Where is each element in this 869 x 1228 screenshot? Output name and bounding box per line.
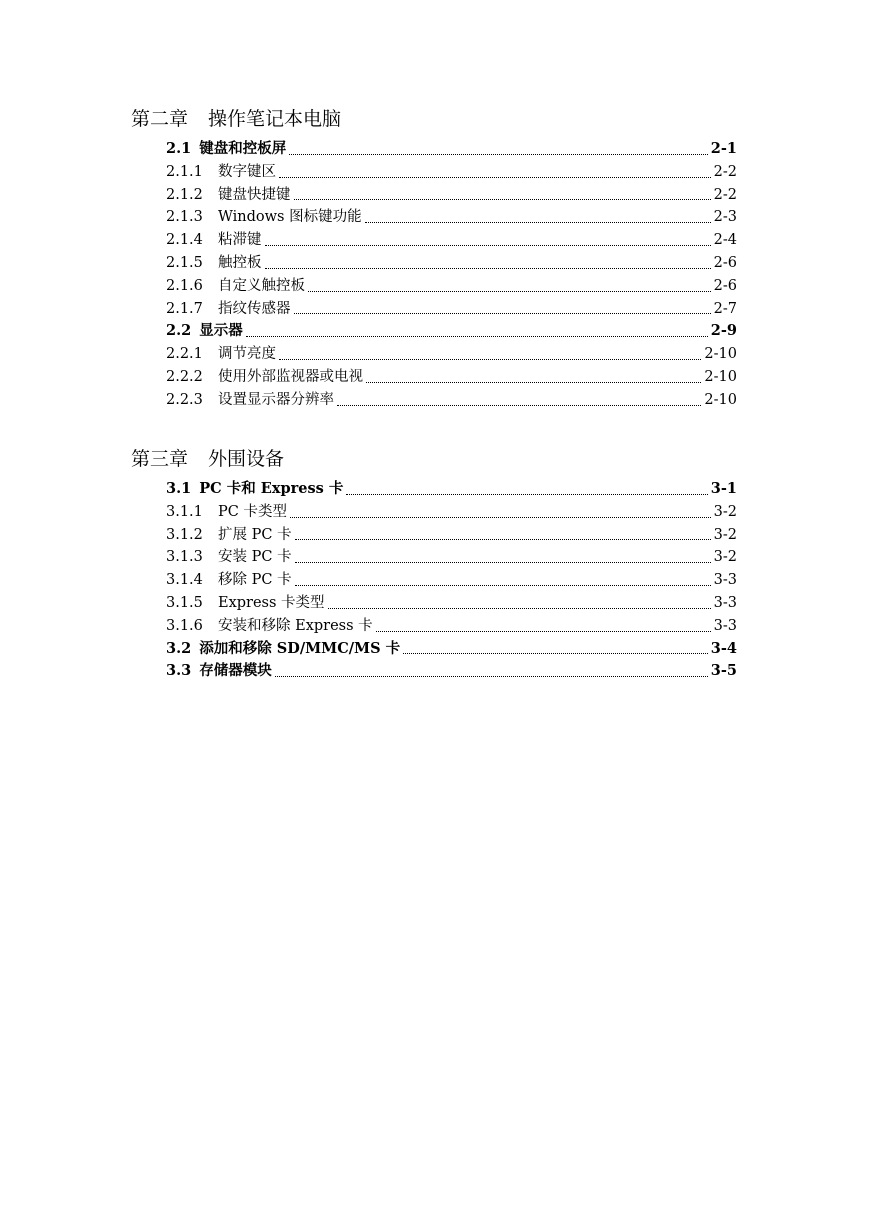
toc-leader — [295, 585, 711, 586]
toc-leader — [366, 382, 701, 383]
toc-leader — [295, 539, 711, 540]
toc-page: 2-1 — [710, 140, 737, 157]
toc-entry[interactable] — [166, 161, 737, 184]
toc-page: 3-3 — [713, 572, 737, 589]
toc-label: 粘滞键 — [218, 232, 262, 249]
chapter-3-title — [131, 444, 737, 474]
toc-list — [166, 138, 737, 412]
toc-label: 移除 PC 卡 — [218, 572, 292, 589]
toc-leader — [328, 608, 711, 609]
toc-number: 2.2 — [166, 322, 192, 340]
toc-number: 2.1.7 — [166, 300, 203, 317]
toc-page: 2-10 — [704, 368, 737, 385]
toc-entry[interactable] — [166, 343, 737, 366]
toc-entry[interactable] — [166, 138, 737, 161]
toc-leader — [279, 177, 711, 178]
toc-label: 扩展 PC 卡 — [218, 526, 292, 543]
toc-entry[interactable] — [166, 184, 737, 207]
toc-number: 3.1.1 — [166, 503, 203, 520]
chapter-name: 操作笔记本电脑 — [208, 108, 342, 130]
toc-entry[interactable] — [166, 366, 737, 389]
toc-list — [166, 478, 737, 683]
toc-label: Express 卡类型 — [218, 594, 325, 611]
toc-number: 2.2.3 — [166, 391, 203, 408]
toc-entry[interactable] — [166, 229, 737, 252]
toc-number: 2.1.2 — [166, 186, 203, 203]
toc-page: 3-1 — [710, 480, 737, 497]
toc-label: Windows 图标键功能 — [218, 209, 362, 226]
toc-label: 自定义触控板 — [218, 277, 305, 294]
toc-number: 3.1.5 — [166, 594, 203, 611]
toc-page: 3-4 — [710, 639, 737, 657]
toc-label: 安装和移除 Express 卡 — [218, 617, 373, 634]
toc-number: 3.1.6 — [166, 617, 203, 634]
toc-label: 添加和移除 SD/MMC/MS 卡 — [199, 639, 401, 657]
toc-label: 安装 PC 卡 — [218, 549, 292, 566]
toc-label: 触控板 — [218, 254, 262, 271]
toc-number: 3.1.2 — [166, 526, 203, 543]
toc-page: 2-2 — [713, 186, 737, 203]
toc-entry[interactable] — [166, 320, 737, 343]
chapter-label: 第三章 — [131, 448, 189, 470]
toc-number: 3.1 — [166, 480, 192, 497]
toc-number: 3.1.4 — [166, 572, 203, 589]
toc-page: 2-3 — [713, 209, 737, 226]
toc-number: 2.1.1 — [166, 163, 203, 180]
toc-entry[interactable] — [166, 389, 737, 412]
chapter-label: 第二章 — [131, 108, 189, 130]
toc-page: 3-2 — [713, 549, 737, 566]
toc-leader — [403, 653, 708, 654]
toc-number: 3.2 — [166, 639, 192, 657]
chapter-2 — [131, 104, 737, 412]
toc-entry[interactable] — [166, 206, 737, 229]
toc-label: 调节亮度 — [218, 346, 276, 363]
toc-entry[interactable] — [166, 638, 737, 661]
toc-label: 数字键区 — [218, 163, 276, 180]
toc-leader — [337, 405, 701, 406]
toc-label: 使用外部监视器或电视 — [218, 368, 363, 385]
toc-entry[interactable] — [166, 569, 737, 592]
toc-page: 2-6 — [713, 277, 737, 294]
toc-leader — [265, 268, 711, 269]
toc-leader — [289, 154, 708, 155]
toc-entry[interactable] — [166, 501, 737, 524]
toc-number: 3.3 — [166, 662, 192, 680]
toc-leader — [290, 517, 711, 518]
toc-entry[interactable] — [166, 298, 737, 321]
toc-leader — [295, 562, 711, 563]
chapter-3 — [131, 444, 737, 683]
toc-number: 2.2.2 — [166, 368, 203, 385]
toc-label: 设置显示器分辨率 — [218, 391, 334, 408]
toc-leader — [365, 222, 711, 223]
toc-page: 2-10 — [704, 391, 737, 408]
toc-page: 3-3 — [713, 594, 737, 611]
toc-page: 3-2 — [713, 503, 737, 520]
toc-entry[interactable] — [166, 275, 737, 298]
toc-leader — [294, 199, 711, 200]
toc-page: 3-2 — [713, 526, 737, 543]
toc-page: 2-10 — [704, 346, 737, 363]
toc-leader — [279, 359, 701, 360]
toc-leader — [294, 313, 711, 314]
toc-number: 2.2.1 — [166, 346, 203, 363]
toc-page: 2-6 — [713, 254, 737, 271]
toc-page: 2-4 — [713, 232, 737, 249]
toc-entry[interactable] — [166, 615, 737, 638]
toc-leader — [275, 676, 708, 677]
toc-entry[interactable] — [166, 592, 737, 615]
toc-number: 2.1 — [166, 140, 192, 157]
toc-entry[interactable] — [166, 252, 737, 275]
toc-entry[interactable] — [166, 478, 737, 501]
toc-page: 3-5 — [710, 662, 737, 680]
toc-label: 键盘快捷键 — [218, 186, 291, 203]
chapter-2-title — [131, 104, 737, 134]
toc-leader — [308, 291, 711, 292]
toc-number: 2.1.5 — [166, 254, 203, 271]
toc-label: 指纹传感器 — [218, 300, 291, 317]
toc-page: 2-2 — [713, 163, 737, 180]
toc-page: 3-3 — [713, 617, 737, 634]
toc-leader — [346, 494, 707, 495]
toc-label: 显示器 — [199, 322, 243, 340]
toc-page: 2-9 — [710, 322, 737, 340]
toc-label: 存储器模块 — [199, 662, 272, 680]
toc-number: 2.1.4 — [166, 232, 203, 249]
toc-entry[interactable] — [166, 660, 737, 683]
toc-label: 键盘和控板屏 — [199, 140, 287, 157]
toc-entry[interactable] — [166, 524, 737, 547]
toc-page: 2-7 — [713, 300, 737, 317]
toc-number: 3.1.3 — [166, 549, 203, 566]
toc-leader — [265, 245, 711, 246]
toc-entry[interactable] — [166, 546, 737, 569]
chapter-name: 外围设备 — [208, 448, 285, 470]
toc-leader — [246, 336, 708, 337]
toc-label: PC 卡类型 — [218, 503, 287, 520]
toc-label: PC 卡和 Express 卡 — [199, 480, 344, 497]
toc-number: 2.1.3 — [166, 209, 203, 226]
toc-number: 2.1.6 — [166, 277, 203, 294]
toc-leader — [376, 631, 711, 632]
